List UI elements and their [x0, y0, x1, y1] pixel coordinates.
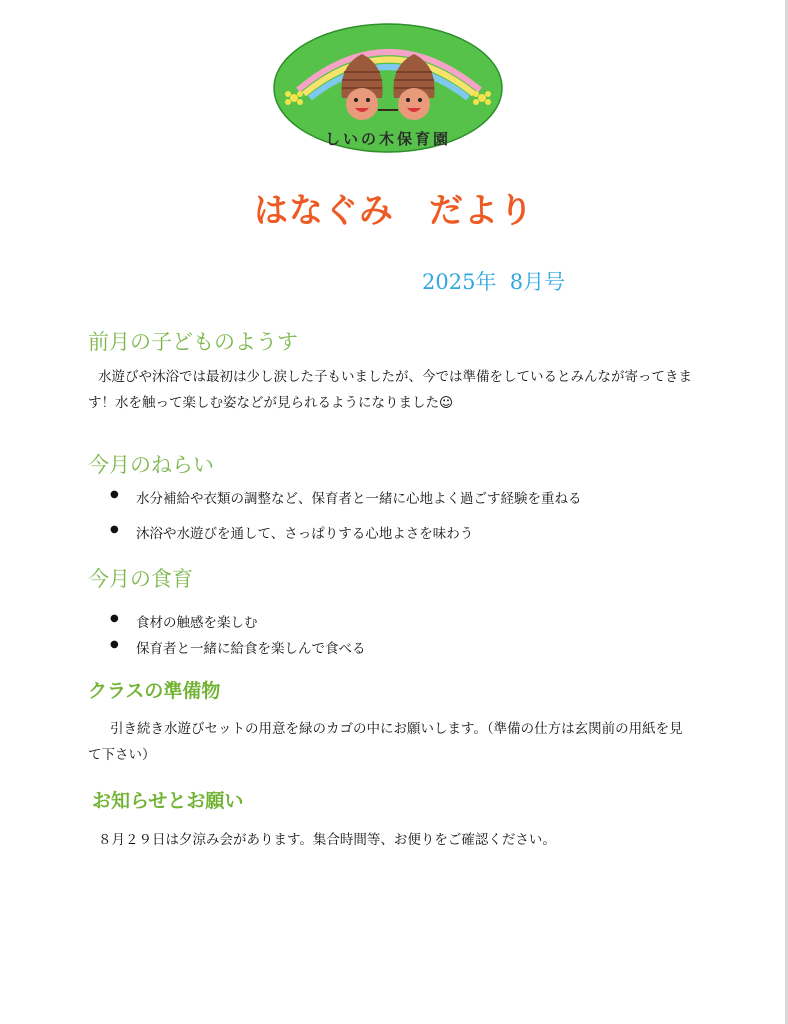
- heading-last-month: 前月の子どものようす: [88, 330, 298, 354]
- food-list: [88, 611, 366, 657]
- supplies-text: 引き続き水遊びセットの用意を緑のカゴの中にお願いします。（準備の仕方は玄関前の用紙を見て下さい）: [88, 721, 683, 763]
- notices-text: ８月２９日は夕涼み会があります。集合時間等、お便りをご確認ください。: [98, 832, 556, 848]
- logo-text: しいの木保育園: [324, 130, 452, 148]
- list-item: ● 沐浴や水遊びを通して、さっぱりする心地よさを味わう: [88, 522, 582, 542]
- list-item: ● 水分補給や衣類の調整など、保育者と一緒に心地よく過ごす経験を重ねる: [88, 487, 582, 507]
- heading-food: 今月の食育: [88, 567, 193, 591]
- aims-list: [88, 487, 582, 542]
- nursery-logo: [272, 22, 504, 154]
- newsletter-title: はなぐみ だより: [254, 191, 534, 231]
- last-month-text: 水遊びや沐浴では最初は少し涙した子もいましたが、今では準備をしているとみんなが寄ってきます！水を触って楽しむ姿などが見られるようになりました☺: [88, 369, 692, 411]
- issue-date: 2025年 8月号: [422, 270, 566, 294]
- heading-aims: 今月のねらい: [88, 453, 214, 477]
- list-item: ● 保育者と一緒に給食を楽しんで食べる: [88, 637, 366, 657]
- heading-supplies: クラスの準備物: [88, 680, 221, 702]
- list-item: ● 食材の触感を楽しむ: [88, 611, 366, 631]
- heading-notices: お知らせとお願い: [92, 790, 244, 812]
